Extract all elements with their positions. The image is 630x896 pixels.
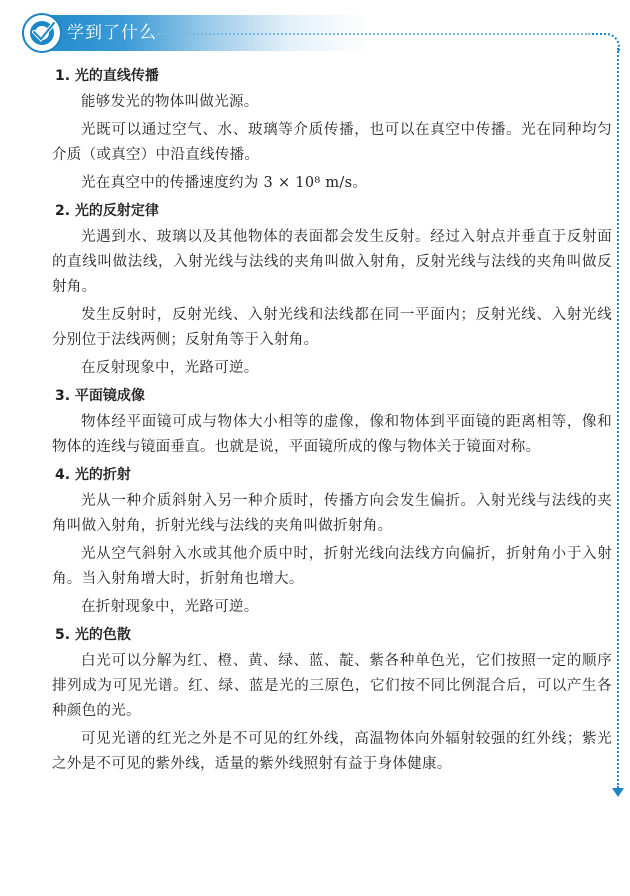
checkmark-logo-icon <box>22 13 62 53</box>
paragraph: 光在真空中的传播速度约为 3 × 10⁸ m/s。 <box>81 175 368 191</box>
header-dotted-line <box>158 33 590 35</box>
paragraph: 在反射现象中，光路可逆。 <box>81 360 259 376</box>
paragraph: 光从一种介质斜射入另一种介质时，传播方向会发生偏折。入射光线与法线的夹角叫做入射角，折射光线与法线的夹角叫做折射角。 <box>52 493 612 534</box>
section-heading: 5. 光的色散 <box>55 627 131 643</box>
paragraph: 光既可以通过空气、水、玻璃等介质传播，也可以在真空中传播。光在同种均匀介质（或真空）中沿直线传播。 <box>52 122 612 163</box>
section-heading: 1. 光的直线传播 <box>55 68 159 84</box>
corner-dotted-line <box>592 33 620 53</box>
paragraph: 发生反射时，反射光线、入射光线和法线都在同一平面内；反射光线、入射光线分别位于法线两侧；反射角等于入射角。 <box>52 307 612 348</box>
section-heading: 2. 光的反射定律 <box>55 203 159 219</box>
paragraph: 可见光谱的红光之外是不可见的红外线，高温物体向外辐射较强的红外线；紫光之外是不可见的紫外线，适量的紫外线照射有益于身体健康。 <box>52 731 612 772</box>
paragraph: 在折射现象中，光路可逆。 <box>81 599 259 615</box>
page-title: 学到了什么 <box>67 23 157 43</box>
side-dotted-line <box>617 48 619 788</box>
arrow-down-icon <box>612 788 624 797</box>
section-heading: 3. 平面镜成像 <box>55 388 145 404</box>
section-heading: 4. 光的折射 <box>55 467 131 483</box>
paragraph: 光从空气斜射入水或其他介质中时，折射光线向法线方向偏折，折射角小于入射角。当入射角增大时，折射角也增大。 <box>52 546 612 587</box>
paragraph: 光遇到水、玻璃以及其他物体的表面都会发生反射。经过入射点并垂直于反射面的直线叫做法线，入射光线与法线的夹角叫做入射角，反射光线与法线的夹角叫做反射角。 <box>52 229 612 295</box>
summary-content <box>52 64 612 780</box>
paragraph: 物体经平面镜可成与物体大小相等的虚像，像和物体到平面镜的距离相等，像和物体的连线与镜面垂直。也就是说，平面镜所成的像与物体关于镜面对称。 <box>52 414 612 455</box>
paragraph: 能够发光的物体叫做光源。 <box>81 94 259 110</box>
paragraph: 白光可以分解为红、橙、黄、绿、蓝、靛、紫各种单色光，它们按照一定的顺序排列成为可见光谱。红、绿、蓝是光的三原色，它们按不同比例混合后，可以产生各种颜色的光。 <box>52 653 612 719</box>
